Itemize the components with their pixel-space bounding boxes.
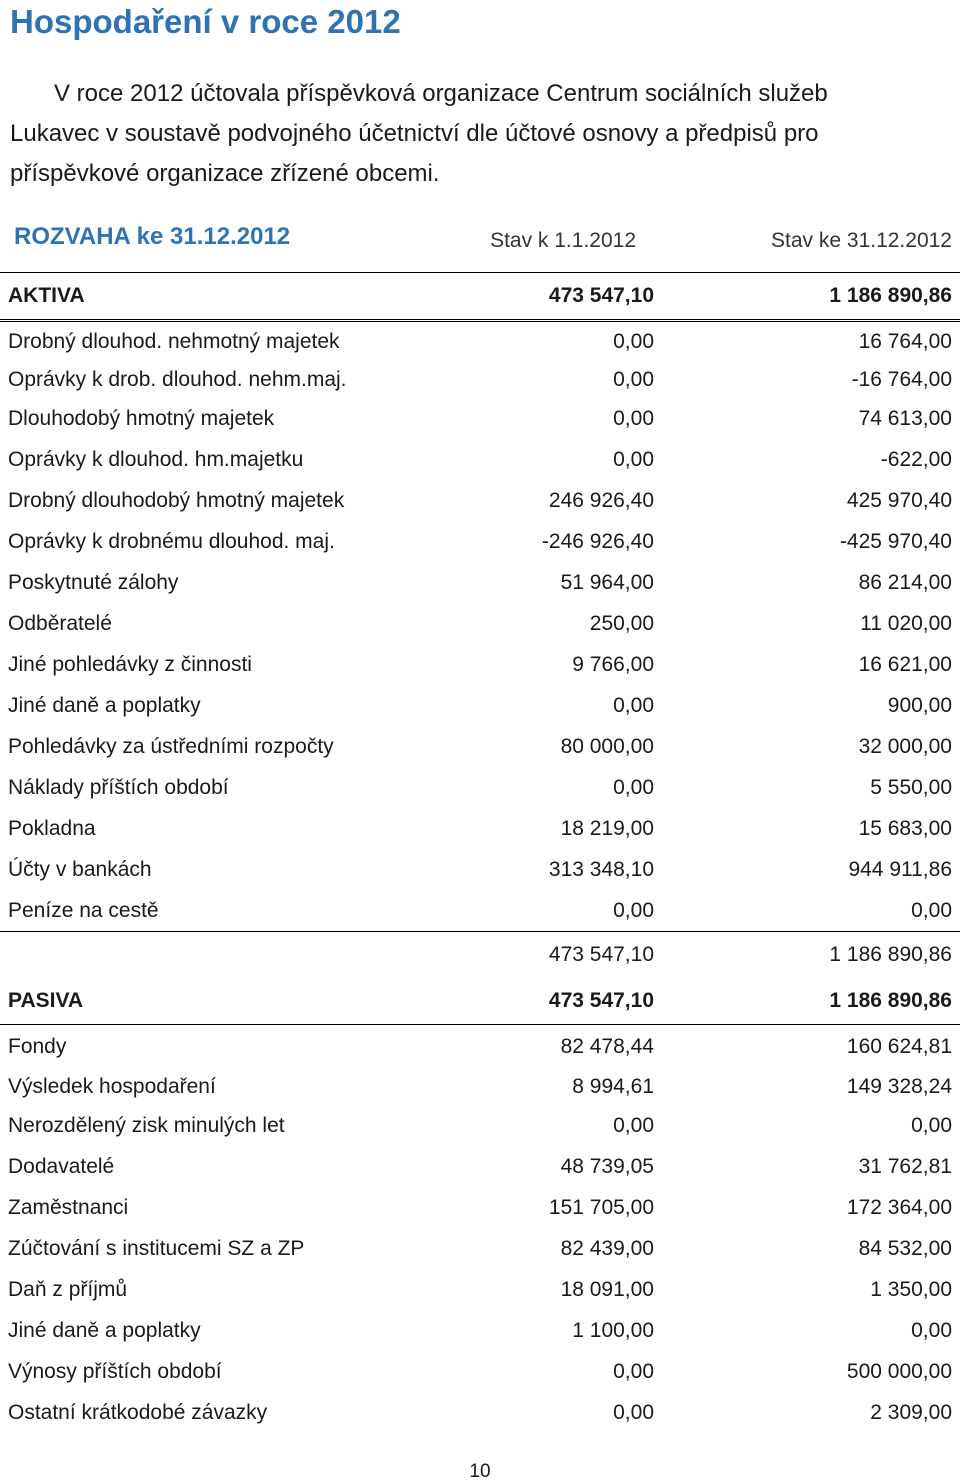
pasiva-cell-v1: 48 739,05 — [560, 1154, 654, 1178]
pasiva-row — [0, 1228, 960, 1269]
aktiva-cell-v1: 0,00 — [613, 330, 654, 353]
aktiva-row — [0, 644, 960, 685]
aktiva-cell-v2: 86 214,00 — [858, 570, 952, 594]
pasiva-cell-v2: 2 309,00 — [870, 1400, 952, 1424]
aktiva-cell-v1: -246 926,40 — [541, 529, 654, 553]
aktiva-cell-v2: -425 970,40 — [839, 529, 952, 553]
aktiva-row — [0, 321, 960, 363]
aktiva-row — [0, 439, 960, 480]
pasiva-cell-v1: 8 994,61 — [572, 1075, 654, 1098]
pasiva-cell-label: Zaměstnanci — [8, 1195, 129, 1219]
pasiva-row — [0, 1025, 960, 1070]
pasiva-rows — [0, 1025, 960, 1434]
aktiva-cell-v2: 74 613,00 — [858, 406, 952, 430]
pasiva-cell-v1: 82 439,00 — [560, 1236, 654, 1260]
aktiva-cell-v2: 425 970,40 — [846, 488, 952, 512]
pasiva-cell-label: Fondy — [8, 1035, 67, 1058]
pasiva-cell-v2: 500 000,00 — [846, 1359, 952, 1383]
pasiva-cell-v1: 0,00 — [613, 1113, 654, 1137]
aktiva-cell-v1: 0,00 — [613, 406, 654, 430]
aktiva-total-end: 1 186 890,86 — [662, 273, 960, 321]
pasiva-cell-label: Jiné daně a poplatky — [8, 1318, 201, 1342]
aktiva-row — [0, 685, 960, 726]
aktiva-sum-row — [0, 932, 960, 979]
aktiva-cell-v2: -16 764,00 — [851, 368, 952, 391]
pasiva-row — [0, 1105, 960, 1146]
aktiva-cell-v2: 32 000,00 — [858, 734, 952, 758]
aktiva-cell-v2: 944 911,86 — [848, 857, 952, 881]
aktiva-cell-label: Pokladna — [8, 816, 96, 840]
pasiva-label: PASIVA — [0, 978, 476, 1025]
pasiva-cell-v2: 0,00 — [911, 1318, 952, 1342]
aktiva-row — [0, 767, 960, 808]
intro-line-3: příspěvkové organizace zřízené obcemi. — [10, 160, 440, 187]
aktiva-cell-v2: 11 020,00 — [860, 611, 952, 635]
pasiva-cell-v1: 1 100,00 — [572, 1318, 654, 1342]
pasiva-cell-v2: 0,00 — [911, 1113, 952, 1137]
aktiva-cell-label: Drobný dlouhodobý hmotný majetek — [8, 488, 345, 512]
aktiva-row — [0, 480, 960, 521]
aktiva-cell-label: Oprávky k drob. dlouhod. nehm.maj. — [8, 368, 347, 391]
aktiva-cell-v1: 0,00 — [613, 775, 654, 799]
aktiva-row — [0, 726, 960, 767]
pasiva-row — [0, 1392, 960, 1433]
aktiva-cell-v1: 313 348,10 — [548, 857, 654, 881]
intro-line-2: Lukavec v soustavě podvojného účetnictví dle účtové osnovy a předpisů pro — [10, 120, 819, 147]
aktiva-cell-v1: 250,00 — [589, 611, 654, 635]
aktiva-cell-label: Odběratelé — [8, 611, 112, 635]
pasiva-cell-v2: 31 762,81 — [858, 1154, 952, 1178]
aktiva-cell-label: Oprávky k dlouhod. hm.majetku — [8, 447, 304, 471]
column-header-start: Stav k 1.1.2012 — [490, 229, 636, 252]
pasiva-cell-label: Výsledek hospodaření — [8, 1075, 216, 1098]
pasiva-cell-label: Ostatní krátkodobé závazky — [8, 1400, 268, 1424]
pasiva-cell-v1: 0,00 — [613, 1359, 654, 1383]
aktiva-cell-label: Peníze na cestě — [8, 898, 159, 922]
aktiva-row — [0, 603, 960, 644]
rozvaha-title: ROZVAHA ke 31.12.2012 — [14, 223, 291, 250]
pasiva-total-start: 473 547,10 — [476, 978, 662, 1025]
aktiva-cell-label: Účty v bankách — [8, 857, 152, 881]
aktiva-cell-v2: 5 550,00 — [870, 775, 952, 799]
aktiva-cell-label: Náklady příštích období — [8, 775, 229, 799]
pasiva-header-row — [0, 978, 960, 1025]
pasiva-row — [0, 1146, 960, 1187]
aktiva-cell-v2: -622,00 — [880, 447, 952, 471]
aktiva-cell-label: Pohledávky za ústředními rozpočty — [8, 734, 334, 758]
aktiva-cell-v1: 0,00 — [613, 898, 654, 922]
aktiva-header-row — [0, 273, 960, 321]
pasiva-cell-v1: 0,00 — [613, 1400, 654, 1424]
page-number: 10 — [469, 1461, 491, 1482]
aktiva-cell-v1: 246 926,40 — [548, 488, 654, 512]
aktiva-cell-v2: 900,00 — [887, 693, 952, 717]
pasiva-cell-v1: 82 478,44 — [560, 1035, 654, 1058]
aktiva-rows — [0, 321, 960, 932]
aktiva-sum-start: 473 547,10 — [476, 932, 662, 979]
pasiva-row — [0, 1310, 960, 1351]
pasiva-cell-v2: 160 624,81 — [846, 1035, 952, 1058]
pasiva-row — [0, 1187, 960, 1228]
aktiva-cell-v2: 16 621,00 — [858, 652, 952, 676]
pasiva-total-end: 1 186 890,86 — [662, 978, 960, 1025]
aktiva-row — [0, 562, 960, 603]
aktiva-cell-label: Jiné daně a poplatky — [8, 693, 201, 717]
aktiva-cell-label: Dlouhodobý hmotný majetek — [8, 406, 275, 430]
aktiva-cell-v1: 0,00 — [613, 693, 654, 717]
pasiva-cell-label: Zúčtování s institucemi SZ a ZP — [8, 1236, 305, 1260]
pasiva-row — [0, 1269, 960, 1310]
intro-paragraph — [10, 74, 930, 194]
aktiva-cell-v1: 18 219,00 — [560, 816, 654, 840]
balance-sheet-table — [0, 272, 960, 1433]
pasiva-cell-label: Výnosy příštích období — [8, 1359, 222, 1383]
pasiva-cell-label: Daň z příjmů — [8, 1277, 128, 1301]
aktiva-row — [0, 849, 960, 890]
aktiva-row — [0, 398, 960, 439]
pasiva-cell-v2: 172 364,00 — [846, 1195, 952, 1219]
aktiva-label: AKTIVA — [0, 273, 476, 321]
aktiva-row — [0, 890, 960, 932]
pasiva-cell-v2: 1 350,00 — [870, 1277, 952, 1301]
pasiva-cell-v2: 149 328,24 — [846, 1075, 952, 1098]
aktiva-cell-v1: 9 766,00 — [572, 652, 654, 676]
aktiva-cell-label: Jiné pohledávky z činnosti — [8, 652, 252, 676]
pasiva-cell-v1: 151 705,00 — [548, 1195, 654, 1219]
aktiva-row — [0, 808, 960, 849]
aktiva-cell-v1: 80 000,00 — [560, 734, 654, 758]
aktiva-row — [0, 521, 960, 562]
aktiva-cell-label: Poskytnuté zálohy — [8, 570, 179, 594]
aktiva-sum-end: 1 186 890,86 — [662, 932, 960, 979]
aktiva-cell-v2: 16 764,00 — [858, 330, 952, 353]
aktiva-cell-label: Oprávky k drobnému dlouhod. maj. — [8, 529, 335, 553]
rozvaha-heading — [0, 218, 960, 258]
aktiva-cell-v1: 0,00 — [613, 447, 654, 471]
aktiva-cell-v1: 0,00 — [613, 368, 654, 391]
aktiva-cell-v2: 15 683,00 — [858, 816, 952, 840]
pasiva-row — [0, 1069, 960, 1105]
aktiva-total-start: 473 547,10 — [476, 273, 662, 321]
pasiva-row — [0, 1351, 960, 1392]
pasiva-cell-v2: 84 532,00 — [858, 1236, 952, 1260]
aktiva-cell-v2: 0,00 — [911, 898, 952, 922]
aktiva-sum-label — [0, 932, 476, 979]
column-header-end: Stav ke 31.12.2012 — [771, 229, 952, 252]
pasiva-cell-label: Dodavatelé — [8, 1154, 115, 1178]
page-title: Hospodaření v roce 2012 — [10, 3, 401, 40]
aktiva-cell-v1: 51 964,00 — [560, 570, 654, 594]
intro-line-1: V roce 2012 účtovala příspěvková organizace Centrum sociálních služeb — [54, 80, 828, 107]
aktiva-row — [0, 362, 960, 398]
aktiva-cell-label: Drobný dlouhod. nehmotný majetek — [8, 330, 340, 353]
pasiva-cell-label: Nerozdělený zisk minulých let — [8, 1113, 285, 1137]
pasiva-cell-v1: 18 091,00 — [560, 1277, 654, 1301]
